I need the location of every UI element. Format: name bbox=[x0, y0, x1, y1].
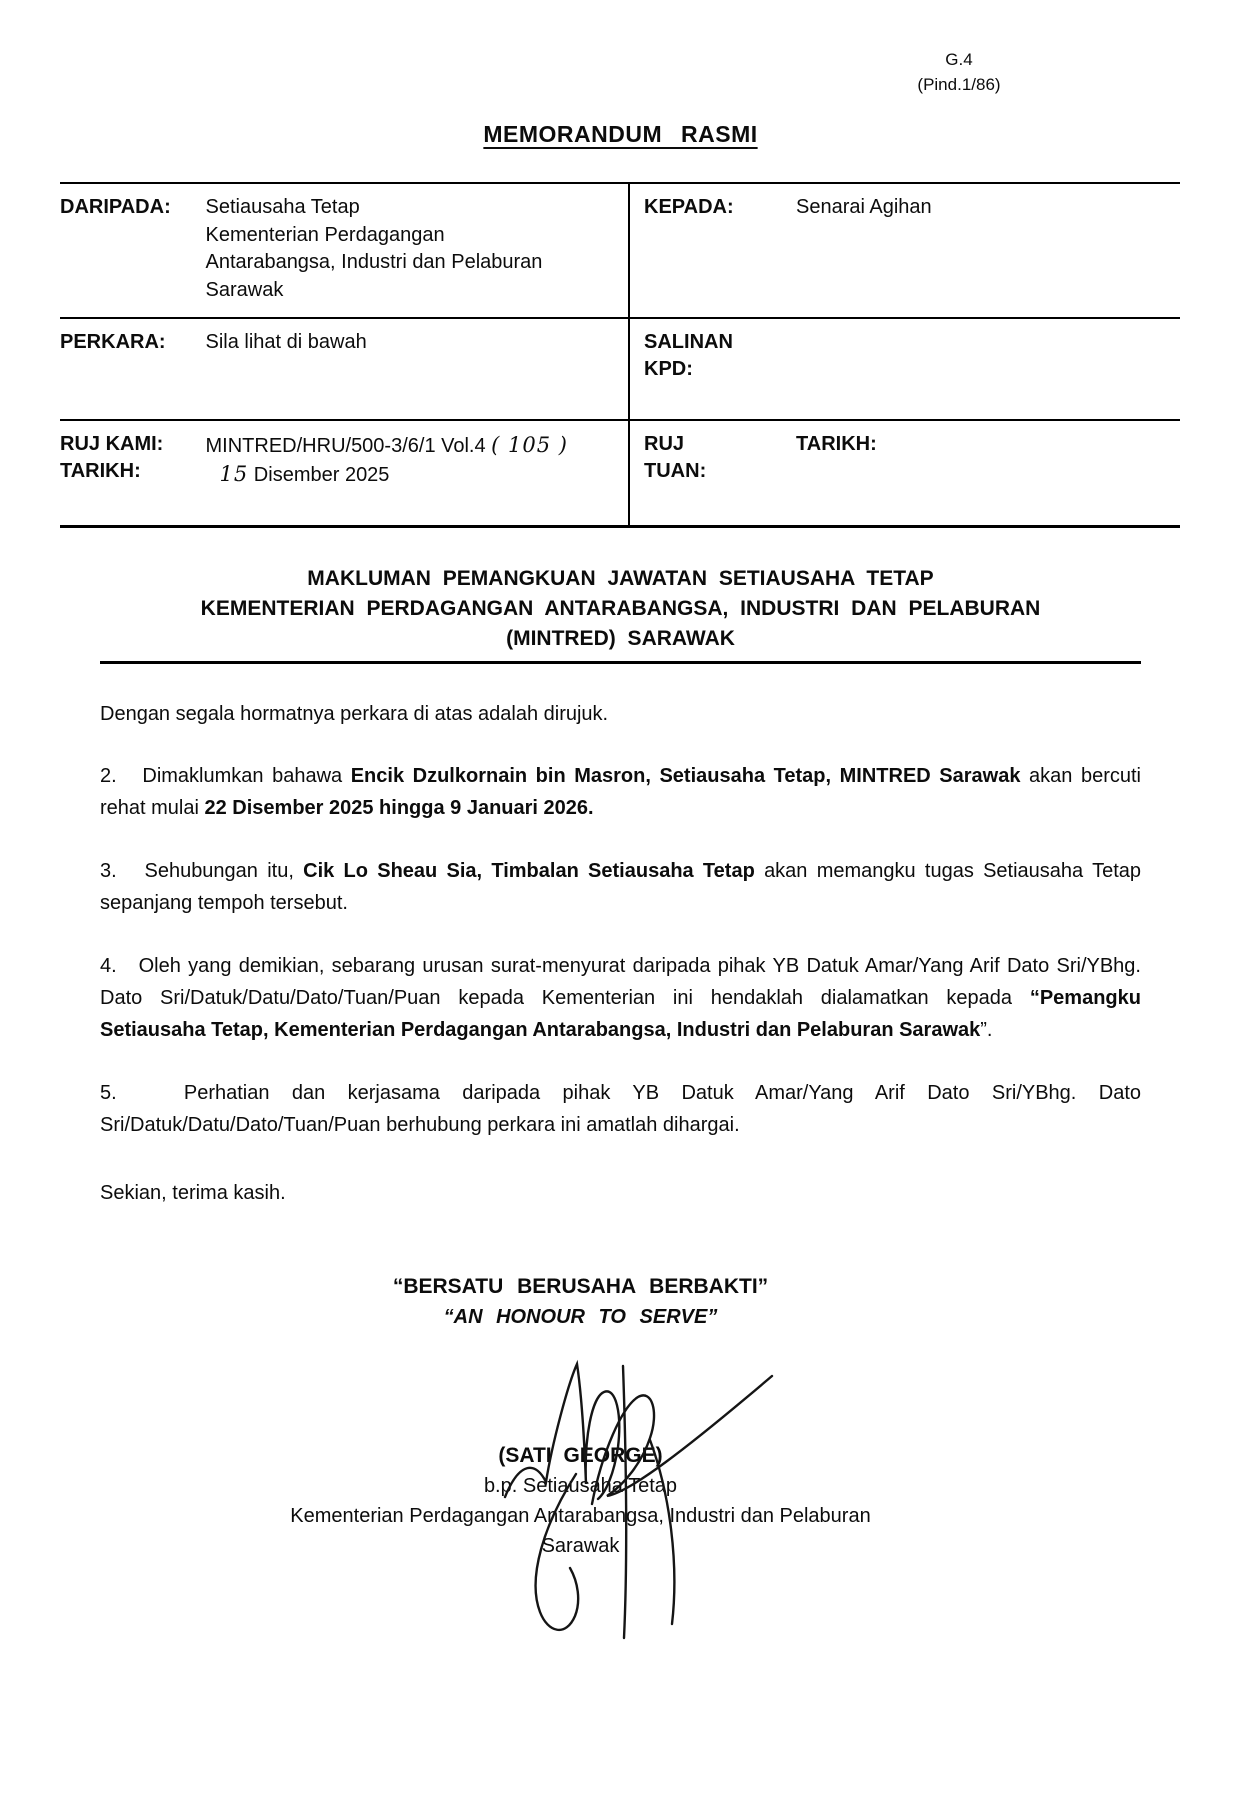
motto-line-2: “AN HONOUR TO SERVE” bbox=[443, 1306, 718, 1328]
memo-body bbox=[100, 698, 1141, 1209]
form-code-block bbox=[899, 48, 1019, 97]
tarikh-tuan-label: TARIKH: bbox=[796, 432, 877, 455]
closing-block bbox=[0, 1275, 1241, 1561]
table-row-ruj-tarikh bbox=[60, 420, 1180, 527]
table-row-daripada-kepada bbox=[60, 183, 1180, 317]
subject-underline bbox=[100, 661, 1141, 664]
tarikh-kami-value: 15 Disember 2025 bbox=[219, 462, 390, 487]
daripada-label: DARIPADA: bbox=[60, 196, 171, 219]
kepada-label: KEPADA: bbox=[644, 196, 734, 219]
paragraph-3: 3. Sehubungan itu, Cik Lo Sheau Sia, Timbalan Setiausaha Tetap akan memangku tugas Setiausaha Tetap sepanjang tempoh tersebut. bbox=[100, 859, 1142, 915]
paragraph-2: 2. Dimaklumkan bahawa Encik Dzulkornain bin Masron, Setiausaha Tetap, MINTRED Sarawak akan bercuti rehat mulai 22 Disember 2025 hingga 9 Januari 2026. bbox=[100, 765, 1142, 820]
signatory-org-line2: Sarawak bbox=[541, 1535, 620, 1557]
paragraph-4: 4. Oleh yang demikian, sebarang urusan surat-menyurat daripada pihak YB Datuk Amar/Yang Arif Dato Sri/YBhg. Dato Sri/Datuk/Datu/Dato/Tuan/Puan kepada Kementerian ini hendaklah dialamatkan kepada “Pemangku Setiausaha Tetap, Kementerian Perdagangan Antarabangsa, Industri dan Pelaburan Sarawak”. bbox=[100, 954, 1141, 1042]
salinan-kpd-value bbox=[796, 329, 1180, 384]
perkara-label: PERKARA: bbox=[60, 318, 206, 420]
form-code: G.4 bbox=[945, 50, 973, 69]
paragraph-intro: Dengan segala hormatnya perkara di atas adalah dirujuk. bbox=[100, 702, 609, 725]
motto-line-1: “BERSATU BERUSAHA BERBAKTI” bbox=[392, 1275, 769, 1298]
kepada-value: Senarai Agihan bbox=[796, 196, 932, 219]
signatory-block bbox=[0, 1441, 1161, 1561]
tarikh-kami-label: TARIKH: bbox=[60, 460, 141, 483]
perkara-value: Sila lihat di bawah bbox=[206, 318, 630, 420]
form-revision: (Pind.1/86) bbox=[917, 74, 1001, 94]
memo-page bbox=[0, 48, 1241, 1803]
subject-heading: MAKLUMAN PEMANGKUAN JAWATAN SETIAUSAHA TETAP KEMENTERIAN PERDAGANGAN ANTARABANGSA, INDUSTRI DAN PELABURAN (MINTRED) SARAWAK bbox=[200, 566, 1041, 650]
signatory-org-line1: Kementerian Perdagangan Antarabangsa, Industri dan Pelaburan bbox=[290, 1505, 871, 1527]
signatory-per: b.p. Setiausaha Tetap bbox=[483, 1475, 678, 1497]
ruj-kami-value: MINTRED/HRU/500-3/6/1 Vol.4 ( 105 ) bbox=[205, 432, 568, 457]
signatory-name: (SATI GEORGE) bbox=[498, 1444, 663, 1467]
memo-header-table bbox=[60, 182, 1180, 527]
ruj-kami-label: RUJ KAMI: bbox=[60, 432, 164, 455]
closing-line: Sekian, terima kasih. bbox=[100, 1181, 286, 1204]
ruj-tuan-label: RUJ TUAN: bbox=[644, 432, 707, 483]
table-row-perkara-salinan bbox=[60, 318, 1180, 420]
daripada-value: Setiausaha Tetap Kementerian Perdagangan Antarabangsa, Industri dan Pelaburan Sarawak bbox=[205, 196, 543, 302]
page-title: MEMORANDUM RASMI bbox=[483, 121, 758, 148]
salinan-kpd-label: SALINAN KPD: bbox=[644, 330, 733, 381]
paragraph-5: 5. Perhatian dan kerjasama daripada pihak YB Datuk Amar/Yang Arif Dato Sri/YBhg. Dato Sri/Datuk/Datu/Dato/Tuan/Puan berhubung perkara ini amatlah dihargai. bbox=[100, 1081, 1141, 1137]
